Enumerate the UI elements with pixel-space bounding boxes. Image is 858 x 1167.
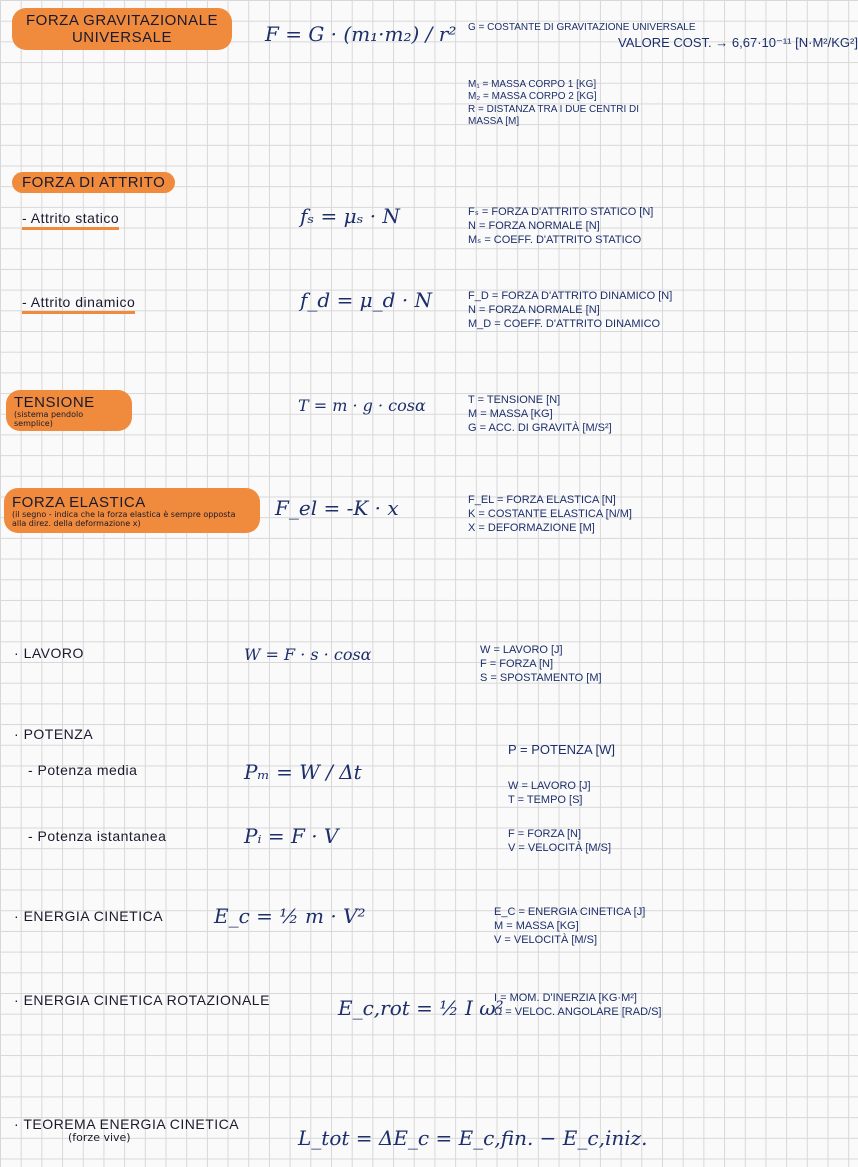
elastica-def-f: F_EL = FORZA ELASTICA [N] [468, 494, 616, 506]
cinetica-defs [494, 906, 645, 947]
potenza-def-f: F = FORZA [N] [508, 828, 582, 840]
attrito-statico-def-mu: Μₛ = COEFF. D'ATTRITO STATICO [468, 233, 642, 246]
grav-def-m2: M₂ = MASSA CORPO 2 [KG] [468, 91, 597, 103]
elastica-formula: F_el = -K · x [275, 496, 399, 520]
potenza-title: · POTENZA [14, 726, 94, 742]
grav-def-value: VALORE COST. → 6,67·10⁻¹¹ [N·M²/KG²] [618, 34, 858, 50]
potenza-def-t: T = TEMPO [S] [508, 793, 583, 806]
teorema-title-line: · TEOREMA ENERGIA CINETICA [14, 1116, 240, 1132]
elastica-def-x: X = DEFORMAZIONE [M] [468, 521, 595, 534]
grav-title [12, 8, 232, 50]
lavoro-def-s: S = SPOSTAMENTO [M] [480, 671, 602, 684]
attrito-dinamico-label [22, 294, 135, 310]
teorema-title [14, 1116, 239, 1144]
rotazionale-def-w: Ω = VELOC. ANGOLARE [RAD/S] [494, 1005, 662, 1018]
teorema-note: (forze vive) [68, 1131, 131, 1144]
attrito-dinamico-formula: f_d = μ_d · N [300, 288, 433, 312]
attrito-dinamico-defs [468, 290, 672, 331]
potenza-ist-formula: Pᵢ = F · V [244, 824, 339, 848]
tensione-note: (sistema pendolo semplice) [14, 410, 84, 428]
elastica-note: (il segno - indica che la forza elastica è sempre opposta alla direz. della deformazione x) [12, 510, 236, 528]
cinetica-title: · ENERGIA CINETICA [14, 908, 164, 924]
potenza-ist-label: - Potenza istantanea [28, 828, 167, 844]
potenza-media-formula: Pₘ = W / Δt [244, 760, 362, 784]
lavoro-defs [480, 644, 602, 685]
tensione-title-text: TENSIONE [14, 394, 95, 411]
teorema-title-text: TEOREMA ENERGIA CINETICA [23, 1116, 240, 1132]
potenza-def-v: V = VELOCITÀ [M/S] [508, 841, 612, 854]
grav-def-g: G = COSTANTE DI GRAVITAZIONE UNIVERSALE [468, 22, 696, 33]
cinetica-def-e: E_C = ENERGIA CINETICA [J] [494, 906, 646, 918]
potenza-def-w: W = LAVORO [J] [508, 780, 591, 792]
lavoro-title: · LAVORO [14, 645, 84, 661]
rotazionale-title-text: ENERGIA CINETICA ROTAZIONALE [23, 992, 270, 1008]
attrito-dinamico-def-mu: Μ_D = COEFF. D'ATTRITO DINAMICO [468, 317, 661, 330]
lavoro-def-f: F = FORZA [N] [480, 657, 554, 670]
potenza-def-p: P = POTENZA [W] [508, 742, 616, 757]
cinetica-def-m: M = MASSA [KG] [494, 919, 579, 932]
rotazionale-title: · ENERGIA CINETICA ROTAZIONALE [14, 992, 270, 1008]
attrito-statico-label [22, 210, 119, 226]
attrito-statico-text: - Attrito statico [22, 210, 119, 230]
tensione-highlight [6, 390, 132, 431]
attrito-title-highlight: FORZA DI ATTRITO [12, 172, 175, 193]
tensione-formula: T = m · g · cosα [298, 396, 426, 415]
attrito-statico-formula: fₛ = μₛ · N [300, 204, 400, 228]
attrito-dinamico-def-n: N = FORZA NORMALE [N] [468, 303, 600, 316]
tensione-def-g: G = ACC. DI GRAVITÀ [M/S²] [468, 421, 612, 434]
potenza-defs-bot [508, 828, 611, 856]
attrito-title [12, 172, 175, 193]
attrito-statico-defs [468, 206, 653, 247]
attrito-dinamico-def-f: F_D = FORZA D'ATTRITO DINAMICO [N] [468, 290, 673, 302]
tensione-defs [468, 394, 612, 435]
potenza-title-text: POTENZA [23, 726, 94, 742]
attrito-statico-def-n: N = FORZA NORMALE [N] [468, 219, 600, 232]
grav-def-r: R = DISTANZA TRA I DUE CENTRI DI MASSA [M] [468, 103, 640, 128]
potenza-defs-top [508, 742, 615, 758]
attrito-statico-def-f: Fₛ = FORZA D'ATTRITO STATICO [N] [468, 206, 654, 218]
teorema-formula: L_tot = ΔE_c = E_c,fin. − E_c,iniz. [298, 1126, 648, 1150]
lavoro-formula: W = F · s · cosα [244, 645, 372, 664]
rotazionale-def-i: I = MOM. D'INERZIA [KG·M²] [494, 992, 637, 1004]
attrito-dinamico-text: - Attrito dinamico [22, 294, 135, 314]
rotazionale-defs [494, 992, 661, 1020]
elastica-highlight [4, 488, 260, 533]
rotazionale-formula: E_c,rot = ½ I ω² [338, 996, 504, 1020]
cinetica-formula: E_c = ½ m · V² [214, 904, 366, 928]
grav-formula: F = G · (m₁·m₂) / r² [265, 22, 457, 46]
grav-title-highlight: FORZA GRAVITAZIONALE UNIVERSALE [12, 8, 232, 50]
cinetica-title-text: ENERGIA CINETICA [23, 908, 164, 924]
lavoro-def-w: W = LAVORO [J] [480, 644, 563, 656]
potenza-defs-mid [508, 780, 591, 808]
grav-def-m1: M₁ = MASSA CORPO 1 [KG] [468, 78, 597, 90]
cinetica-def-v: V = VELOCITÀ [M/S] [494, 933, 598, 946]
elastica-defs [468, 494, 632, 535]
elastica-title-text: FORZA ELASTICA [12, 494, 146, 511]
grav-defs [468, 22, 858, 129]
potenza-media-label: - Potenza media [28, 762, 138, 778]
tensione-def-m: M = MASSA [KG] [468, 407, 553, 420]
tensione-def-t: T = TENSIONE [N] [468, 394, 561, 406]
elastica-title [4, 488, 260, 533]
lavoro-title-text: LAVORO [23, 645, 84, 661]
elastica-def-k: K = COSTANTE ELASTICA [N/M] [468, 507, 632, 520]
tensione-title [6, 390, 132, 431]
